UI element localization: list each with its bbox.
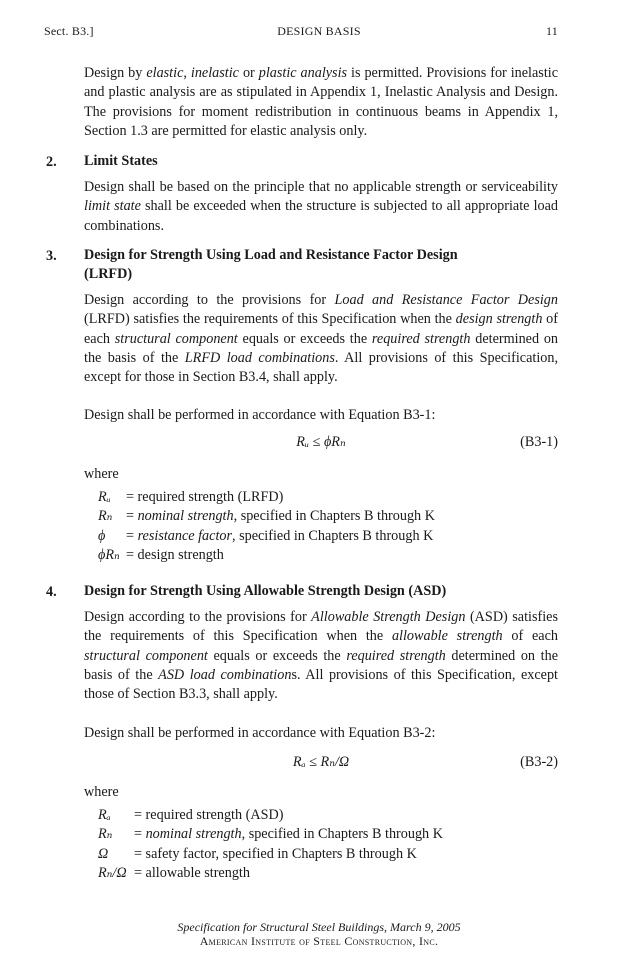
text-run: , specified in Chapters B through K — [241, 826, 443, 843]
italic-term: inelastic — [190, 65, 239, 81]
section-3-title — [84, 246, 558, 285]
section-2-paragraph — [84, 178, 558, 236]
running-header-section: Sect. B3.] — [44, 24, 94, 38]
text-run: determined on the basis of the — [84, 647, 558, 683]
text-run: equals or exceeds the — [237, 330, 372, 347]
equation-b3-2-formula: Rₐ ≤ Rₙ/Ω — [292, 754, 350, 770]
definition-symbol: Rₙ — [98, 826, 113, 843]
text-run: = allowable strength — [134, 864, 250, 881]
section-4-where: where — [84, 784, 119, 800]
text-run: Design shall be based on the principle that no applicable strength or serviceability — [84, 179, 558, 195]
italic-term: ASD load combination — [158, 666, 292, 683]
italic-term: structural component — [114, 330, 238, 347]
section-4-number: 4. — [46, 584, 57, 600]
italic-term: Load and Resistance Factor Design — [334, 292, 558, 308]
text-run: determined on the basis of the — [84, 330, 559, 366]
text-run: equals or exceeds the — [207, 647, 347, 664]
footer-publisher: American Institute of Steel Construction, Inc. — [199, 934, 439, 948]
definition-text — [126, 507, 435, 526]
text-run: Design according to the provisions for — [84, 292, 335, 308]
text-run: = design strength — [126, 546, 224, 563]
text-run: of each — [84, 311, 558, 347]
section-2-title: Limit States — [84, 153, 158, 169]
text-run: = required strength (LRFD) — [126, 489, 284, 505]
equation-b3-2-number: (B3-2) — [520, 754, 558, 770]
definition-row — [98, 806, 443, 825]
text-run: = safety factor, specified in Chapters B through K — [134, 845, 417, 862]
section-3-title-line-1: Design for Strength Using Load and Resistance Factor Design — [84, 247, 458, 263]
italic-term: limit state — [84, 198, 141, 215]
definition-row — [98, 864, 443, 883]
text-run: or — [238, 65, 259, 81]
definition-symbol: Rₐ — [98, 807, 111, 823]
equation-b3-1 — [84, 434, 558, 454]
text-run: (ASD) satisfies the requirements of this Specification when the — [84, 609, 558, 645]
definition-symbol: ϕRₙ — [98, 546, 120, 563]
section-3-paragraph — [84, 291, 558, 387]
text-run: is permitted. Provisions for inelastic and plastic analysis are as stipulated in Appendix 1, Inelastic Analysis and Design. The provisions for moment redistribution in continuous beams in Appendix 1, Section 1.3 are permitted for elastic analysis only. — [84, 65, 558, 139]
text-run: s. All provisions of this Specification, except those of Section B3.3, shall apply. — [84, 666, 558, 703]
text-run: = — [126, 527, 138, 544]
definition-symbol: Rₙ/Ω — [98, 864, 127, 881]
italic-term: required strength — [346, 647, 446, 664]
definition-text — [126, 527, 433, 546]
text-run: , — [183, 65, 191, 81]
italic-term: elastic — [146, 65, 184, 81]
equation-b3-1-number: (B3-1) — [520, 434, 558, 450]
text-run: shall be exceeded when the structure is subjected to all appropriate load combinations. — [84, 198, 558, 234]
page-number: 11 — [546, 24, 558, 38]
definition-row — [98, 845, 443, 864]
equation-b3-1-formula: Rᵤ ≤ ϕRₙ — [296, 434, 346, 450]
section-3-title-line-2: (LRFD) — [84, 266, 133, 283]
intro-paragraph — [84, 64, 558, 141]
text-run: = required strength (ASD) — [134, 807, 284, 823]
section-3-equation-intro: Design shall be performed in accordance with Equation B3-1: — [84, 407, 436, 423]
section-3-number: 3. — [46, 248, 57, 264]
definition-text — [134, 864, 250, 883]
definition-text — [134, 845, 417, 864]
definition-text — [126, 546, 224, 565]
definition-symbol: ϕ — [98, 527, 106, 544]
italic-term: design strength — [455, 311, 543, 328]
text-run: of each — [502, 628, 558, 645]
definition-symbol: Rₙ — [98, 508, 113, 525]
equation-b3-2 — [84, 754, 558, 774]
section-3-definitions — [98, 488, 435, 565]
italic-term: resistance factor — [137, 527, 232, 544]
text-run: (LRFD) satisfies the requirements of this Specification when the — [84, 311, 456, 328]
definition-row — [98, 507, 435, 526]
text-run: = — [134, 826, 146, 843]
running-header-title: DESIGN BASIS — [277, 24, 361, 38]
footer-publication: Specification for Structural Steel Buildings, March 9, 2005 — [177, 920, 461, 934]
section-4-title: Design for Strength Using Allowable Strength Design (ASD) — [84, 583, 447, 599]
italic-term: structural component — [84, 647, 208, 664]
text-run: , specified in Chapters B through K — [232, 527, 434, 544]
italic-term: LRFD load combinations — [184, 349, 335, 366]
italic-term: nominal strength — [145, 826, 242, 843]
definition-symbol: Ω — [98, 845, 109, 862]
text-run: = — [126, 508, 138, 525]
definition-text — [134, 825, 443, 844]
italic-term: Allowable Strength Design — [311, 609, 466, 625]
section-3-where: where — [84, 466, 119, 482]
definition-text — [126, 488, 283, 507]
definition-row — [98, 527, 435, 546]
italic-term: plastic analysis — [258, 65, 348, 81]
definition-row — [98, 825, 443, 844]
section-2-number: 2. — [46, 154, 57, 170]
definition-row — [98, 488, 435, 507]
section-4-definitions — [98, 806, 443, 883]
italic-term: allowable strength — [391, 628, 503, 645]
text-run: Design by — [84, 65, 147, 81]
definition-symbol: Rᵤ — [98, 489, 111, 505]
definition-text — [134, 806, 283, 825]
text-run: Design according to the provisions for — [84, 609, 312, 625]
section-4-paragraph — [84, 608, 558, 704]
definition-row — [98, 546, 435, 565]
text-run: . All provisions of this Specification, except for those in Section B3.4, shall apply. — [84, 349, 559, 386]
italic-term: nominal strength — [137, 508, 234, 525]
text-run: , specified in Chapters B through K — [233, 508, 435, 525]
section-4-equation-intro: Design shall be performed in accordance with Equation B3-2: — [84, 725, 436, 741]
italic-term: required strength — [371, 330, 471, 347]
